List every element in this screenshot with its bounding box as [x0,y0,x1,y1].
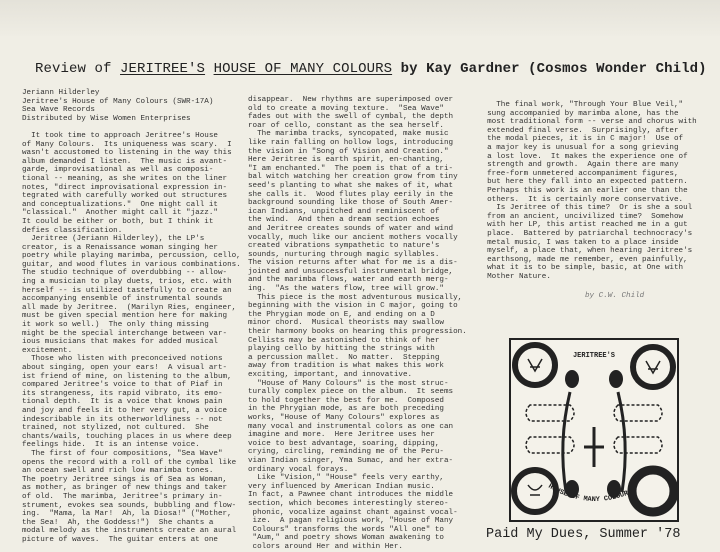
text-line: The first of four compositions, "Sea Wave" [22,449,223,458]
text-line: Colours" transforms the words "All one" to [248,525,444,534]
text-line: herself -- is utilized tastefully to create an [22,286,232,295]
text-line: fades out with the swell of cymbal, the depth [248,113,454,122]
text-line: the Phrygian mode on E, and ending on a D [248,310,435,319]
text-line: section, which becomes interestingly stereo- [248,499,449,508]
text-line: Like "Vision," "House" feels very earthy, [248,474,444,483]
text-line: free-form unmetered accompaniment figures, [478,169,679,178]
text-line: vocally, much like our ancient mothers vocally [248,233,458,242]
text-line: old to create a moving texture. "Sea Wave" [248,104,444,113]
text-line: must be given special mention here for making [22,312,228,321]
text-line: the wind. And then a dream section echoes [248,216,440,225]
text-line: disappear. New rhythms are superimposed over [248,96,454,104]
review-title [35,61,707,77]
title-prefix: Review of [35,61,112,77]
text-line: The poetry Jeritree sings is of Sea as Woman, [22,475,228,484]
text-line: might be the special interchange between var- [22,329,228,338]
text-line: and Jeritree creates sounds of water and wind [248,224,454,233]
text-line: and conceptualizations." One might call it [22,200,218,209]
text-line: The vision returns after what for me is a dis- [248,259,458,268]
text-line: roar of cello, constant as the sea herself. [248,121,444,130]
text-line: accompanying ensemble of instrumental sounds [22,295,223,304]
text-line: This piece is the most adventurous musically, [248,293,463,302]
text-line: Perhaps this work is an earlier one than the [478,186,688,195]
text-line: crying, circling, reminding me of the Peru- [248,448,444,457]
text-line: works, "House of Many Colours" explores as [248,413,440,422]
album-cover-illustration [508,337,680,523]
text-line: ing a musician to play duets, trios, etc. with [22,278,232,287]
text-line: The marimba tracks, syncopated, make music [248,130,449,139]
text-line: its strangeness, its rapid vibrato, its emo- [22,389,223,398]
text-line: minor chord. Musical theorists may swallow [248,319,444,328]
text-line: chants/wails, touching places in us where deep [22,432,232,441]
text-line: ious musicians that makes for added musical [22,338,218,347]
text-line: Here Jeritree is earth spirit, en-chanting, [248,156,444,165]
text-line: and the marimba flows, water and earth merg- [248,276,449,285]
text-line: Jeriann Hilderley [22,89,100,97]
title-artist: JERITREE'S [120,61,206,77]
text-line: The studio technique of overdubbing -- allow- [22,269,228,278]
text-line: bal witch watching her creation grow from tiny [248,173,458,182]
text-line: voice to best advantage, soaring, dipping, [248,439,440,448]
text-line: ing. "As the waters flow, tree will grow." [248,285,444,294]
text-line: turally complex piece on the album. It seems [248,388,454,397]
text-line: Distributed by Wise Women Enterprises [22,114,191,123]
text-line: their harmony books on hearing this progression. [248,328,467,337]
text-line: excitement. [22,346,73,355]
title-album: HOUSE OF MANY COLOURS [213,61,393,77]
text-line: Mother Nature. [478,272,551,281]
text-line: very influenced by American Indian music. [248,482,435,491]
text-line: exciting, important, and innovative. [248,371,413,379]
text-line: she calls it. Wood flutes play eerily in the [248,190,454,199]
text-line: picture of waves. The guitar enters at one [22,535,218,544]
text-line: playing cello by hitting the strings with [248,345,435,354]
text-line: about singing, open your ears! A visual art- [22,364,228,372]
text-line: trained, not stylized, not cultured. She [22,424,209,433]
text-line: "I am enchanted." The poem is that of a tri- [248,164,454,173]
text-line: a major key is unusual for a song grieving [478,143,679,152]
text-line: ican Indians, unpitched and reminiscent of [248,207,440,216]
text-line: garde, improvisational as well as composi- [22,166,214,175]
text-line: Sea Wave Records [22,106,95,115]
text-line: a percussion mallet. No matter. Stepping [248,353,440,362]
text-line: "House of Many Colours" is the most struc- [248,379,449,388]
text-line: modal melody as the instruments create an aural [22,527,237,536]
text-line: as mother, as bringer of new things and taker [22,484,228,493]
text-line: strument, evokes sea sounds, bubbling and flow- [22,501,237,510]
text-line: guitar, and wood flutes in various combinations. [22,260,241,269]
text-line: Jeritree's House of Many Colours (SWR-17A) [22,97,214,106]
text-line: wasn't accustomed to listening in the way this [22,149,232,158]
article-column-3 [478,101,697,281]
text-line: imagine and more. Here Jeritree uses her [248,431,435,440]
text-line: Is Jeritree of this time? Or is she a soul [478,204,693,213]
text-line: The final work, "Through Your Blue Veil," [478,101,684,109]
text-line: an ocean swell and rich low marimba tones. [22,467,214,476]
scan-fold-shadow [0,0,720,36]
author-signature: by C.W. Child [585,292,645,300]
text-line: ing. "Mama, la Mar! Ah, la Diosa!" ("Mother, [22,510,232,519]
article-column-1 [22,89,241,544]
text-line: ize. A pagan religious work, "House of Many [248,517,454,526]
publication-caption: Paid My Dues, Summer '78 [486,527,681,542]
text-line: phonic, vocalize against chant against vocal- [248,508,458,517]
text-line: extended final verse. Surprisingly, after [478,126,679,135]
text-line: but here they fall into an expected pattern. [478,178,688,187]
text-line: vian Indian singer, Yma Sumac, and her extra- [248,456,454,465]
text-line: of old. The marimba, Jeritree's primary in- [22,492,223,501]
text-line: many vocal and instrumental colors as one can [248,422,454,431]
text-line: feelings hide. It is an intense voice. [22,441,200,450]
text-line: metal music, I was taken to a place inside [478,238,679,247]
text-line: the vision in "Song of Vision and Creation." [248,147,449,156]
text-line: away from tradition is what makes this work [248,362,444,371]
text-line: all made by Jeritree. (Marilyn Ries, engineer, [22,303,237,312]
text-line: with her LP, this artist reached me in a gut [478,221,688,230]
text-line: "classical." Another might call it "jazz." [22,209,218,218]
text-line: ordinary vocal forays. [248,465,349,474]
text-line: like rain falling on hollow logs, introducing [248,138,454,147]
text-line: sounds, nurturing through magic syllables. [248,250,440,259]
text-line: seed's planting to what she makes of it, what [248,181,454,190]
text-line: sung accompanied by marimba alone, has the [478,109,679,118]
text-line: created vibrations sympathetic to nature's [248,242,440,251]
text-line: It took time to approach Jeritree's House [22,131,218,140]
cover-title-album: HOUSE OF MANY COLOURS [546,482,634,505]
text-line: in the Phrygian mode, as are both preceding [248,405,444,414]
text-line: "Aum," and poetry shows Woman awakening to [248,534,444,543]
text-line: a lost love. It makes the experience one of [478,152,688,161]
text-line: what it is to be simple, basic, at One with [478,264,684,273]
text-line: to hold together the best for me. Composed [248,396,444,405]
article-column-2 [248,96,467,551]
text-line: poetry while playing marimba, percussion, cello, [22,252,241,261]
text-line: Those who listen with preconceived notions [22,355,223,364]
title-byline: by Kay Gardner (Cosmos Wonder Child) [400,61,707,77]
text-line: Cellists may be astonished to think of her [248,336,440,345]
text-line: earthsong, made me remember, even painfully, [478,255,688,264]
text-line: most traditional form -- verse and chorus with [478,118,697,127]
text-line: In fact, a Pawnee chant introduces the middle [248,491,454,500]
text-line: notes, "direct improvisational expression in- [22,183,228,192]
text-line: beginning with the vision in C major, going to [248,302,458,311]
text-line: background sounding like those of South Amer- [248,199,454,208]
text-line: opens the record with a roll of the cymbal like [22,458,237,467]
text-line: It could be either or both, but I think it [22,217,214,226]
text-line: album demanded I listen. The music is avant- [22,157,228,166]
text-line: indescribable in its otherworldliness -- not [22,415,223,424]
text-line: of Many Colours. Its uniqueness was scary. I [22,140,232,149]
text-line: it work so well.) The only thing missing [22,321,209,330]
text-line: Jeritree (Jeriann Hilderley), the LP's [22,235,205,244]
text-line: defies classification. [22,226,123,235]
text-line: strength and growth. Again there are many [478,161,679,170]
cover-title-artist: JERITREE'S [572,352,616,360]
text-line: from an ancient, uncivilized time? Somehow [478,212,684,221]
text-line: jointed and unsuccessful instrumental bridge, [248,267,454,276]
text-line: the Sea! Ah, the Goddess!") She chants a [22,518,214,527]
text-line: place. Battered by patriarchal technocracy's [478,229,693,238]
text-line: tional depth. It is a voice that knows pain [22,398,223,407]
text-line: tional -- meaning, as she writes on the liner [22,174,228,183]
text-line [22,123,241,132]
text-line: colors around Her and within Her. [248,542,408,551]
text-line: compared Jeritree's voice to that of Piaf in [22,381,223,390]
text-line: tegrated with carefully worked out structures [22,192,228,201]
text-line: others. It is certainly more conservative. [478,195,684,204]
text-line: and joy and feels it to her very gut, a voice [22,406,228,415]
text-line: ist friend of mine, on listening to the album, [22,372,232,381]
text-line: creator, is a Renaissance woman singing her [22,243,218,252]
text-line: myself, a place that, when hearing Jeritree's [478,247,693,256]
text-line: the modal pieces, it is in C major! Use of [478,135,684,144]
